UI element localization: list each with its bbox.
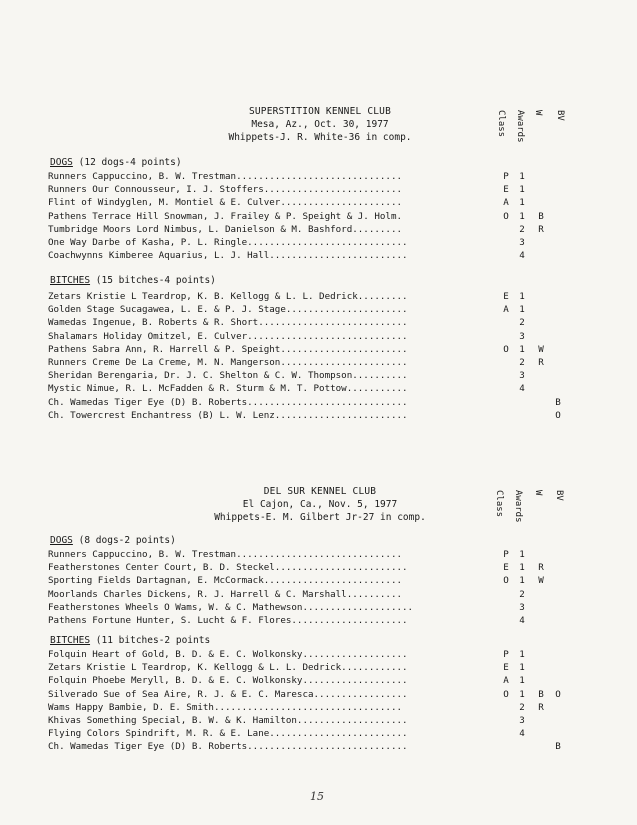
bitches-label: BITCHES (50, 275, 91, 286)
col-w: W (533, 110, 543, 116)
award-cell: 1 (519, 575, 525, 587)
entry-text: Pathens Terrace Hill Snowman, J. Frailey & P. Speight & J. Holm. (48, 210, 403, 222)
award-cell: 1 (519, 171, 525, 182)
dogs-count: (8 dogs-2 points) (78, 535, 176, 546)
entry-text: Featherstones Wheels O Wams, W. & C. Mathewson.................... (48, 601, 414, 613)
col-awards: Awards (515, 110, 525, 143)
entry-text: Flint of Windyglen, M. Montiel & E. Culver...................... (48, 197, 403, 209)
entry-text: Shalamars Holiday Omitzel, E. Culver............................. (48, 330, 408, 342)
entry-text: Ch. Towercrest Enchantress (B) L. W. Lenz........................ (48, 409, 408, 421)
w-cell: B (538, 210, 544, 222)
show-header (180, 485, 460, 524)
award-cell: 3 (519, 330, 525, 342)
bv-cell: O (555, 688, 561, 700)
award-cell: 1 (519, 184, 525, 196)
entry-text: Sporting Fields Dartagnan, E. McCormack......................... (48, 575, 403, 587)
class-cell: A (503, 675, 509, 687)
award-cell: 4 (519, 383, 525, 395)
class-cell: O (503, 688, 509, 700)
page-number: 15 (310, 790, 324, 803)
entry-text: Golden Stage Sucagawea, L. E. & P. J. Stage...................... (48, 304, 408, 316)
class-cell: P (503, 649, 509, 660)
w-cell: W (538, 343, 544, 355)
col-bv: BV (554, 490, 564, 501)
entry-text: Ch. Wamedas Tiger Eye (D) B. Roberts............................. (48, 396, 408, 408)
col-class: Class (494, 490, 504, 518)
award-cell: 1 (519, 688, 525, 700)
award-cell: 1 (519, 675, 525, 687)
award-cell: 2 (519, 317, 525, 329)
award-cell: 3 (519, 237, 525, 248)
bv-cell: B (555, 741, 561, 753)
w-cell: R (538, 562, 544, 574)
col-awards: Awards (513, 490, 523, 523)
club-name: SUPERSTITION KENNEL CLUB (248, 106, 392, 117)
entry-text: Runners Our Connousseur, I. J. Stoffers......................... (48, 184, 403, 196)
class-cell: A (503, 304, 509, 316)
w-cell: W (538, 575, 544, 587)
bv-cell: B (555, 396, 561, 408)
class-cell: O (503, 343, 509, 355)
w-cell: R (538, 223, 544, 235)
entry-text: Tumbridge Moors Lord Nimbus, L. Danielson & M. Bashford......... (48, 223, 403, 235)
w-cell: R (538, 701, 544, 713)
bitches-count: (15 bitches-4 points) (95, 275, 216, 286)
entry-text: Pathens Sabra Ann, R. Harrell & P. Speight....................... (48, 343, 408, 355)
club-name: DEL SUR KENNEL CLUB (263, 486, 377, 497)
entry-text: Zetars Kristie L Teardrop, K. B. Kellogg & L. L. Dedrick......... (48, 291, 408, 302)
entry-text: Wamedas Ingenue, B. Roberts & R. Short........................... (48, 317, 408, 329)
entry-text: Runners Creme De La Creme, M. N. Mangerson....................... (48, 357, 408, 368)
entry-text: Sheridan Berengaria, Dr. J. C. Shelton & C. W. Thompson.......... (48, 370, 408, 382)
award-cell: 1 (519, 343, 525, 355)
col-bv: BV (555, 110, 565, 121)
entry-text: Coachwynns Kimberee Aquarius, L. J. Hall......................... (48, 250, 408, 262)
bitches-label: BITCHES (50, 635, 91, 646)
award-cell: 2 (519, 701, 525, 713)
award-cell: 1 (519, 210, 525, 222)
class-cell: E (503, 184, 509, 196)
dogs-heading (50, 535, 176, 546)
entry-text: Khivas Something Special, B. W. & K. Hamilton.................... (48, 715, 408, 726)
entry-text: Silverado Sue of Sea Aire, R. J. & E. C. Maresca................. (48, 688, 408, 700)
dogs-count: (12 dogs-4 points) (78, 157, 182, 168)
award-cell: 1 (519, 291, 525, 302)
bitches-heading (50, 635, 210, 646)
award-cell: 4 (519, 728, 525, 740)
class-cell: P (503, 171, 509, 182)
award-cell: 1 (519, 549, 525, 560)
entry-text: Folquin Heart of Gold, B. D. & E. C. Wolkonsky................... (48, 649, 408, 660)
class-cell: O (503, 575, 509, 587)
location-date: Mesa, Az., Oct. 30, 1977 (251, 119, 389, 130)
entry-text: Runners Cappuccino, B. W. Trestman.............................. (48, 549, 403, 560)
show-header (180, 105, 460, 144)
entry-text: Ch. Wamedas Tiger Eye (D) B. Roberts............................. (48, 741, 408, 753)
judge-line: Whippets-J. R. White-36 in comp. (228, 132, 412, 143)
award-cell: 1 (519, 649, 525, 660)
bv-cell: O (555, 409, 561, 421)
entry-text: Flying Colors Spindrift, M. R. & E. Lane......................... (48, 728, 408, 740)
entry-text: Pathens Fortune Hunter, S. Lucht & F. Flores..................... (48, 615, 408, 626)
class-cell: P (503, 549, 509, 560)
award-cell: 3 (519, 370, 525, 382)
award-cell: 2 (519, 588, 525, 600)
class-cell: E (503, 662, 509, 674)
entry-text: Mystic Nimue, R. L. McFadden & R. Sturm & M. T. Pottow........... (48, 383, 408, 395)
award-cell: 1 (519, 662, 525, 674)
bitches-count: (11 bitches-2 points (95, 635, 211, 646)
entry-text: Zetars Kristie L Teardrop, K. Kellogg & L. L. Dedrick............ (48, 662, 408, 674)
class-cell: O (503, 210, 509, 222)
award-cell: 2 (519, 357, 525, 368)
col-class: Class (496, 110, 506, 138)
entry-text: Featherstones Center Court, B. D. Steckel........................ (48, 562, 408, 574)
entry-text: One Way Darbe of Kasha, P. L. Ringle............................. (48, 237, 408, 248)
location-date: El Cajon, Ca., Nov. 5, 1977 (242, 499, 398, 510)
dogs-heading (50, 157, 182, 168)
entry-text: Moorlands Charles Dickens, R. J. Harrell & C. Marshall.......... (48, 588, 403, 600)
class-cell: E (503, 562, 509, 574)
bitches-heading (50, 275, 216, 286)
entry-text: Wams Happy Bambie, D. E. Smith.................................. (48, 701, 403, 713)
entry-text: Runners Cappuccino, B. W. Trestman.............................. (48, 171, 403, 182)
w-cell: R (538, 357, 544, 368)
award-cell: 4 (519, 615, 525, 626)
award-cell: 4 (519, 250, 525, 262)
class-cell: E (503, 291, 509, 302)
award-cell: 1 (519, 304, 525, 316)
award-cell: 1 (519, 562, 525, 574)
award-cell: 3 (519, 715, 525, 726)
w-cell: B (538, 688, 544, 700)
award-cell: 1 (519, 197, 525, 209)
judge-line: Whippets-E. M. Gilbert Jr-27 in comp. (214, 512, 426, 523)
col-w: W (533, 490, 543, 496)
dogs-label: DOGS (50, 157, 73, 168)
class-cell: A (503, 197, 509, 209)
entry-text: Folquin Phoebe Meryll, B. D. & E. C. Wolkonsky................... (48, 675, 408, 687)
award-cell: 3 (519, 601, 525, 613)
award-cell: 2 (519, 223, 525, 235)
dogs-label: DOGS (50, 535, 73, 546)
